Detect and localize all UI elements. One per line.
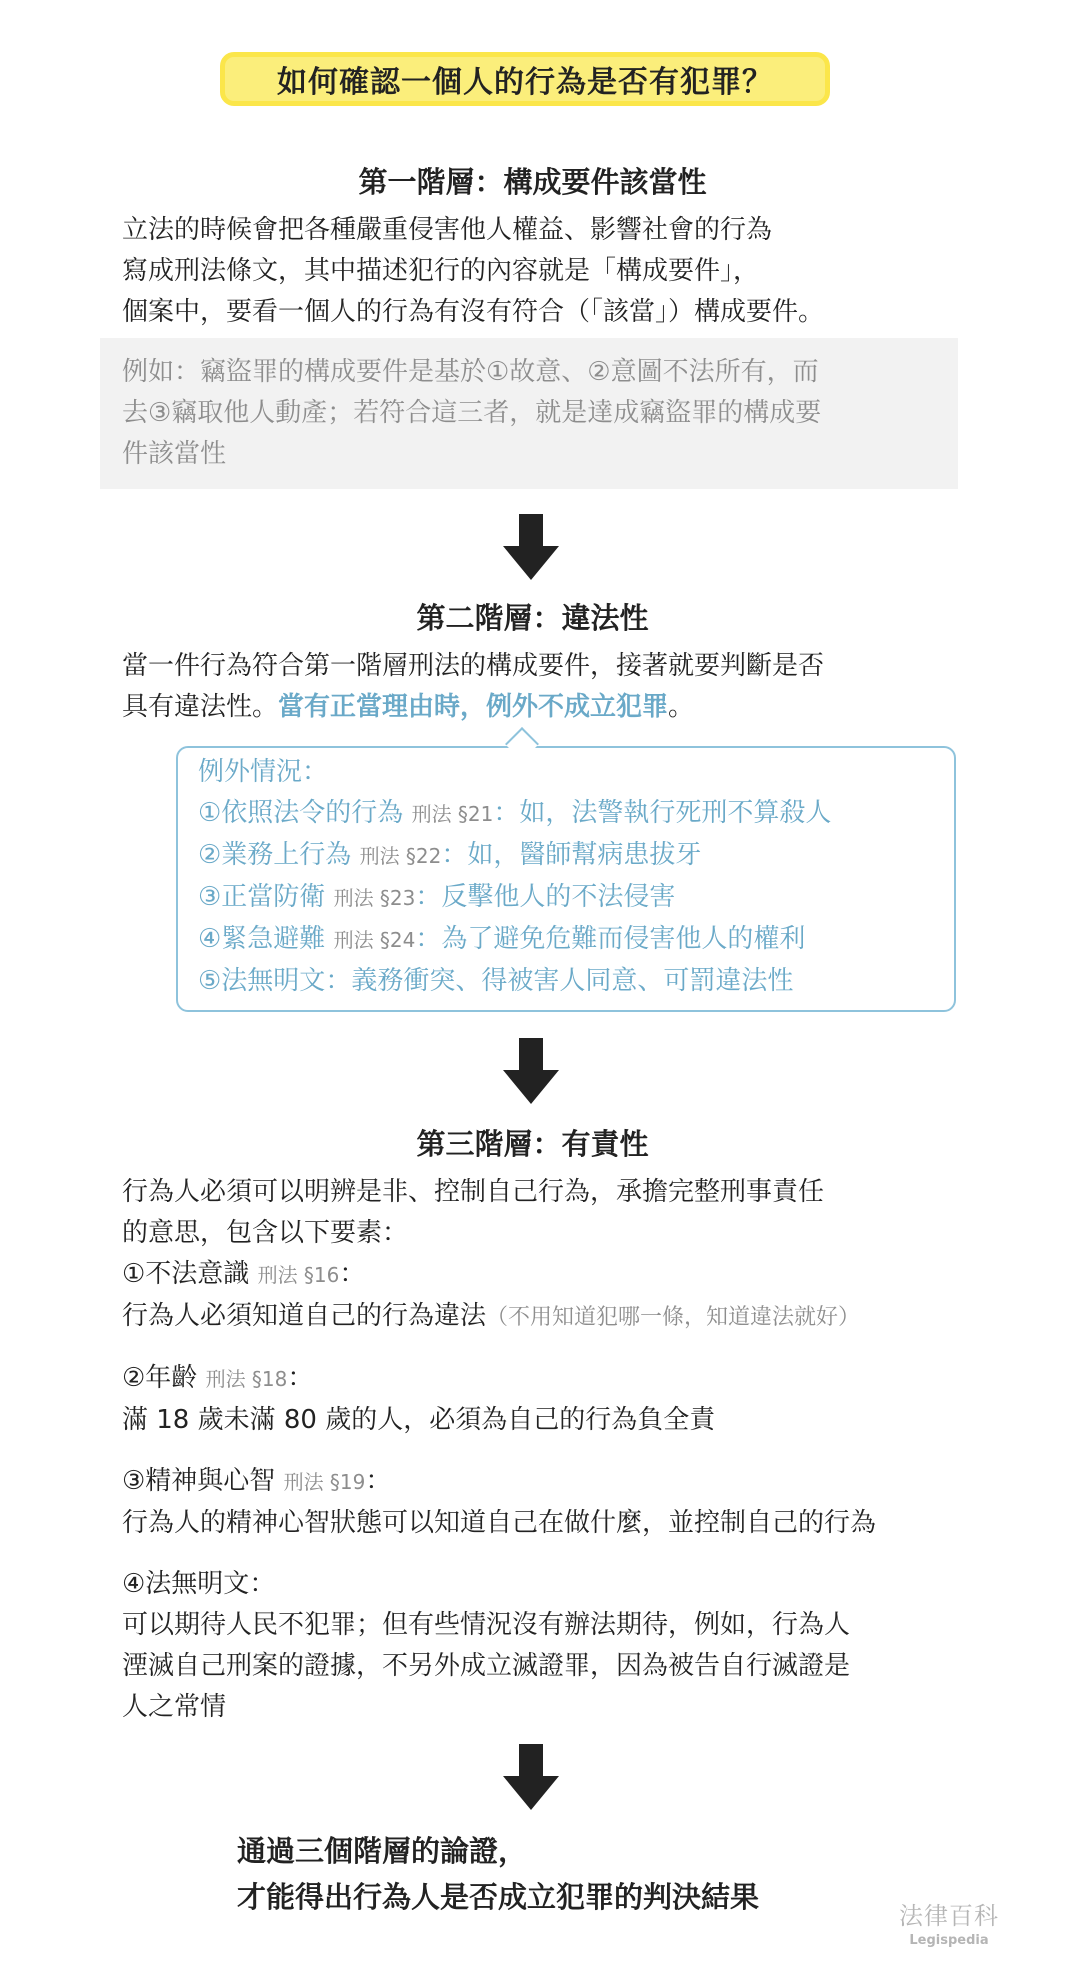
stage1-line: 個案中，要看一個人的行為有沒有符合（「該當」）構成要件。 [122,297,825,327]
element-colon: ： [287,1363,314,1393]
stage2-highlight: 當有正當理由時，例外不成立犯罪 [278,692,669,722]
element-colon: ： [249,1569,276,1599]
exception-desc: ：如，法警執行死刑不算殺人 [493,798,832,828]
exception-desc: ：義務衝突、得被害人同意、可罰違法性 [325,966,794,996]
exception-name: ④緊急避難 [198,924,326,954]
exceptions-list [198,752,831,1002]
element-name: ②年齡 [122,1363,198,1393]
element-cite: 刑法 §18 [205,1367,288,1391]
exception-desc: ：為了避免危難而侵害他人的權利 [415,924,806,954]
stage2-heading: 第二階層：違法性 [416,601,649,635]
down-arrow-icon [503,514,559,580]
exception-name: ⑤法無明文 [198,966,326,996]
element-name: ①不法意識 [122,1259,250,1289]
element-cite: 刑法 §19 [283,1470,366,1494]
exceptions-title: 例外情況： [198,757,329,787]
exception-desc: ：如，醫師幫病患拔牙 [441,840,702,870]
conclusion-line: 才能得出行為人是否成立犯罪的判決結果 [237,1880,760,1914]
exception-item [198,961,831,1002]
element-colon: ： [339,1259,366,1289]
element-line: 可以期待人民不犯罪；但有些情況沒有辦法期待，例如，行為人 [122,1610,851,1640]
element-title [122,1564,876,1605]
stage2-line [122,687,824,728]
exception-cite: 刑法 §22 [359,844,442,868]
down-arrow-icon [503,1038,559,1104]
conclusion [237,1828,759,1920]
example-line: 件該當性 [122,439,227,469]
element-title [122,1358,876,1400]
stage1-line: 立法的時候會把各種嚴重侵害他人權益、影響社會的行為 [122,215,773,245]
stage2-line: 當一件行為符合第一階層刑法的構成要件，接著就要判斷是否 [122,651,825,681]
element-cite: 刑法 §16 [257,1263,340,1287]
element-line: 行為人的精神心智狀態可以知道自己在做什麼，並控制自己的行為 [122,1508,877,1538]
stage1-description [122,210,824,333]
element-name: ④法無明文 [122,1569,250,1599]
conclusion-line: 通過三個階層的論證， [237,1834,528,1868]
element-name: ③精神與心智 [122,1466,276,1496]
stage1-heading: 第一階層：構成要件該當性 [358,165,707,199]
element-line: 湮滅自己刑案的證據，不另外成立滅證罪，因為被告自行滅證是 [122,1651,851,1681]
exception-name: ②業務上行為 [198,840,352,870]
page-title: 如何確認一個人的行為是否有犯罪？ [220,52,830,106]
stage2-line-prefix: 具有違法性。 [122,692,279,722]
element-text: 行為人必須知道自己的行為違法 [122,1301,487,1331]
element-colon: ： [365,1466,392,1496]
element-title [122,1254,876,1296]
example-line: 去③竊取他人動產；若符合這三者，就是達成竊盜罪的構成要 [122,398,822,428]
stage3-heading: 第三階層：有責性 [416,1127,649,1161]
exception-item [198,793,831,835]
element-line: 人之常情 [122,1692,227,1722]
stage2-description [122,646,824,728]
exception-name: ③正當防衛 [198,882,326,912]
exception-name: ①依照法令的行為 [198,798,404,828]
exception-item [198,835,831,877]
exception-cite: 刑法 §24 [333,928,416,952]
exception-cite: 刑法 §23 [333,886,416,910]
stage1-line: 寫成刑法條文，其中描述犯行的內容就是「構成要件」， [122,256,760,286]
element-note: （不用知道犯哪一條，知道違法就好） [486,1305,861,1330]
stage3-line: 行為人必須可以明辨是非、控制自己行為，承擔完整刑事責任 [122,1177,825,1207]
exception-desc: ：反擊他人的不法侵害 [415,882,676,912]
logo-text-en: Legispedia [909,1933,989,1948]
down-arrow-icon [503,1744,559,1810]
stage2-line-suffix: 。 [668,692,695,722]
stage3-line: 的意思，包含以下要素： [122,1218,409,1248]
stage1-example-box [100,338,958,489]
element-title [122,1461,876,1503]
element-line [122,1296,876,1338]
legispedia-logo [884,1896,1014,1948]
exception-cite: 刑法 §21 [411,802,494,826]
exception-item [198,919,831,961]
element-line: 滿 18 歲未滿 80 歲的人，必須為自己的行為負全責 [122,1405,716,1435]
logo-text-zh: 法律百科 [899,1902,999,1930]
exception-item [198,877,831,919]
example-line: 例如：竊盜罪的構成要件是基於①故意、②意圖不法所有，而 [122,357,819,387]
stage3-description [122,1172,876,1728]
